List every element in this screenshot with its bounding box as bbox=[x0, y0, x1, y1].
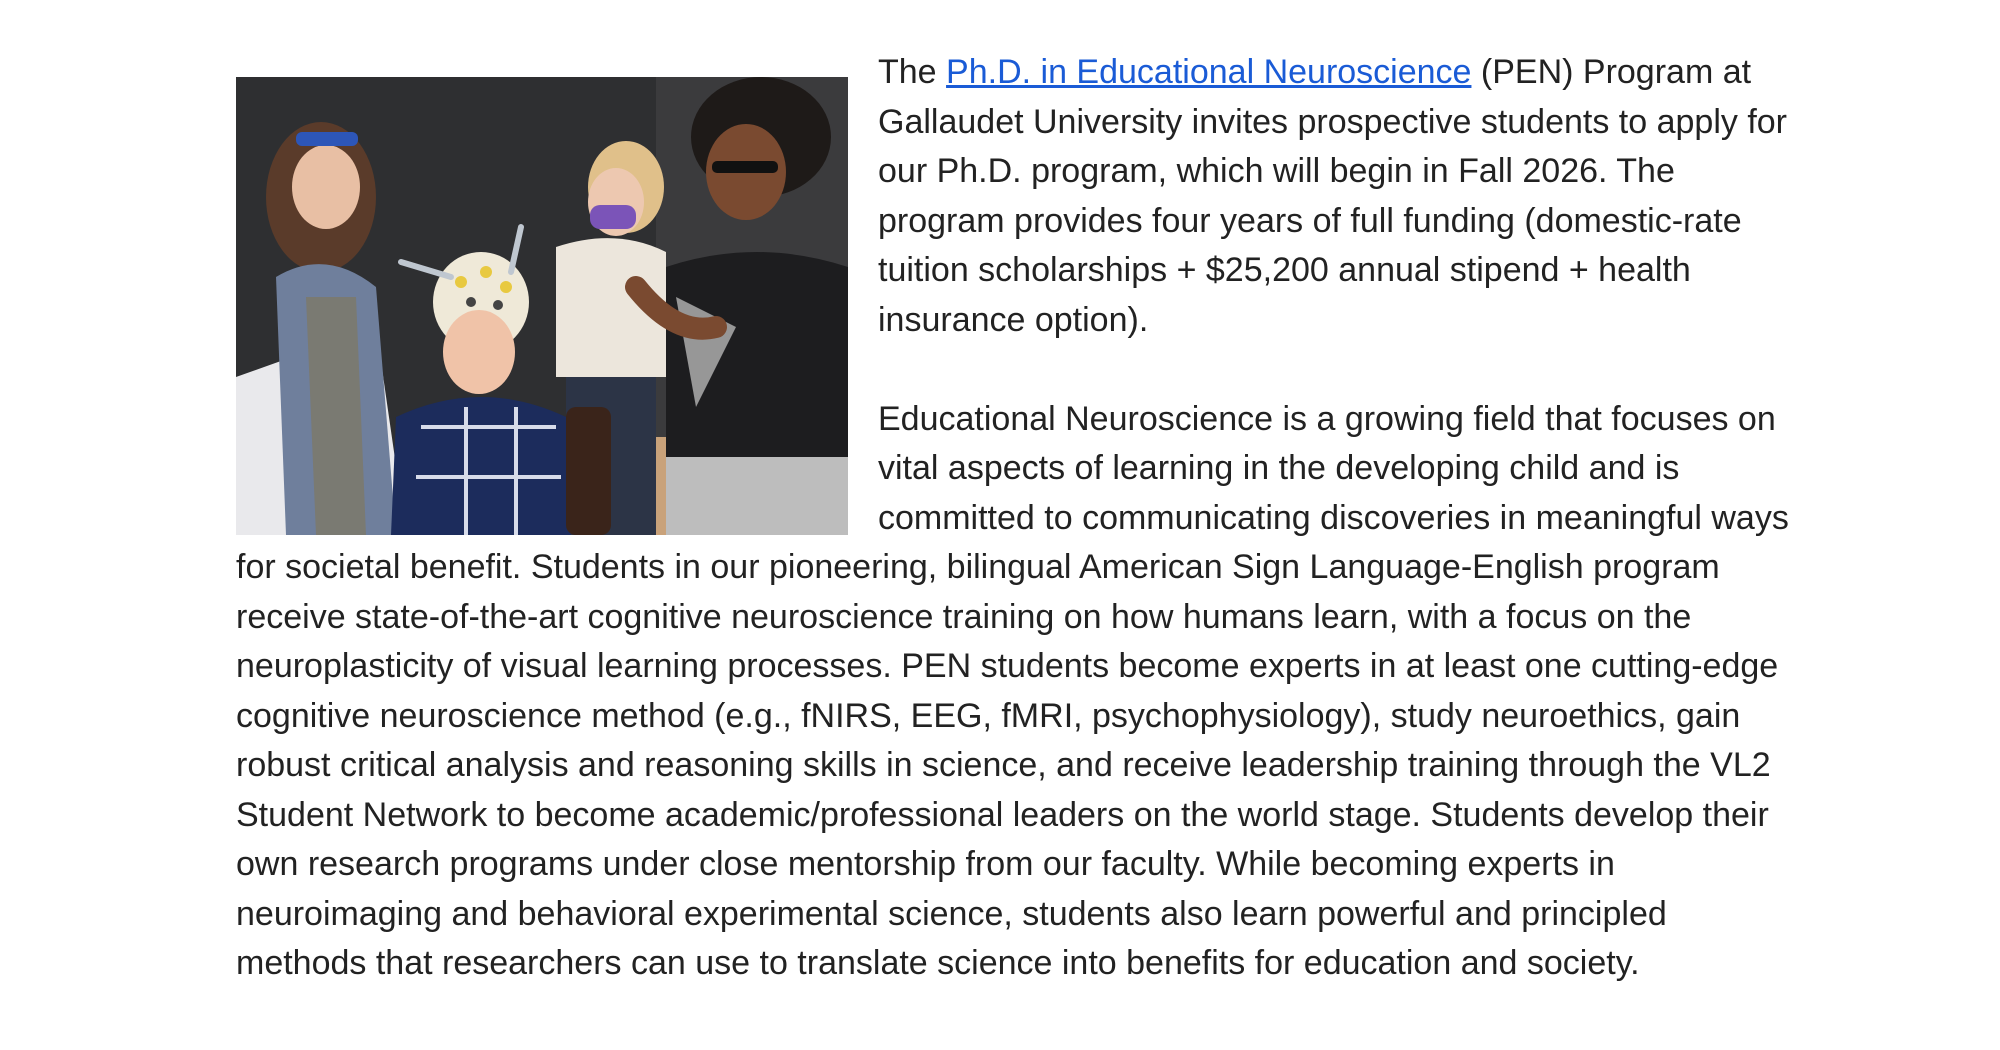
article-body bbox=[236, 48, 1796, 989]
intro-text-start: The bbox=[878, 53, 947, 91]
program-link[interactable]: Ph.D. in Educational Neuroscience bbox=[946, 53, 1472, 91]
intro-text-rest: (PEN) Program at Gallaudet University invites prospective students to apply for our Ph.D. program, which will begin in Fall 2026. The program provides four years of full funding (domestic-rate tuition scholarships + $25,200 annual stipend + health insurance option). bbox=[878, 53, 1788, 339]
lab-photo bbox=[236, 77, 848, 535]
lab-photo-illustration bbox=[236, 77, 848, 535]
field-description-paragraph: Educational Neuroscience is a growing field that focuses on vital aspects of learning in the developing child and is committed to communicating discoveries in meaningful ways for societal benefit. Students in our pioneering, bilingual American Sign Language-English program receive state-of-the-art cognitive neuroscience training on how humans learn, with a focus on the neuroplasticity of visual learning processes. PEN students become experts in at least one cutting-edge cognitive neuroscience method (e.g., fNIRS, EEG, fMRI, psychophysiology), study neuroethics, gain robust critical analysis and reasoning skills in science, and receive leadership training through the VL2 Student Network to become academic/professional leaders on the world stage. Students develop their own research programs under close mentorship from our faculty. While becoming experts in neuroimaging and behavioral experimental science, students also learn powerful and principled methods that researchers can use to translate science into benefits for education and society. bbox=[236, 399, 1789, 982]
